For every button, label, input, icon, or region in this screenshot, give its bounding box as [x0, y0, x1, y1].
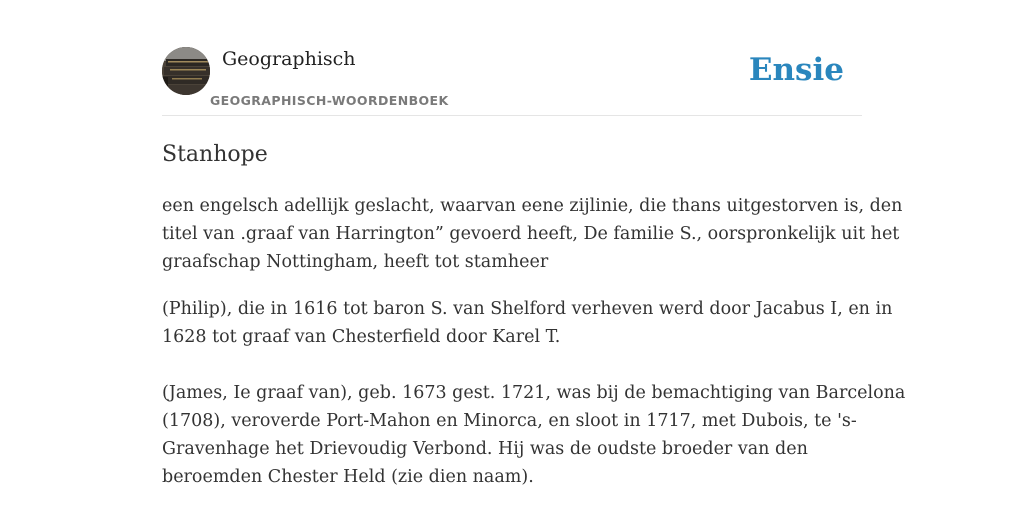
text-line: een engelsch adellijk geslacht, waarvan eene zijlinie, die thans uitgestorven is, den [162, 196, 903, 216]
text-line: Gravenhage het Drievoudig Verbond. Hij was de oudste broeder van den [162, 439, 808, 459]
paragraph [162, 192, 903, 276]
source-avatar[interactable] [162, 47, 210, 95]
paragraph [162, 295, 893, 351]
source-name[interactable]: Geographisch [222, 48, 356, 70]
text-line: beroemden Chester Held (zie dien naam). [162, 467, 534, 487]
text-line: 1628 tot graaf van Chesterfield door Karel T. [162, 327, 561, 347]
source-header [162, 46, 862, 116]
book-spines-icon [162, 47, 210, 95]
text-line: titel van .graaf van Harrington” gevoerd heeft, De familie S., oorspronkelijk uit het [162, 224, 900, 244]
source-subtitle[interactable]: GEOGRAPHISCH-WOORDENBOEK [210, 93, 449, 108]
text-line: graafschap Nottingham, heeft tot stamheer [162, 252, 549, 272]
paragraph [162, 379, 906, 491]
article-title: Stanhope [162, 142, 268, 167]
text-line: (Philip), die in 1616 tot baron S. van Shelford verheven werd door Jacabus I, en in [162, 299, 893, 319]
ensie-logo[interactable]: Ensie [748, 52, 844, 88]
text-line: (James, Ie graaf van), geb. 1673 gest. 1721, was bij de bemachtiging van Barcelona [162, 383, 906, 403]
text-line: (1708), veroverde Port-Mahon en Minorca, en sloot in 1717, met Dubois, te 's- [162, 411, 857, 431]
article-body [162, 192, 906, 491]
